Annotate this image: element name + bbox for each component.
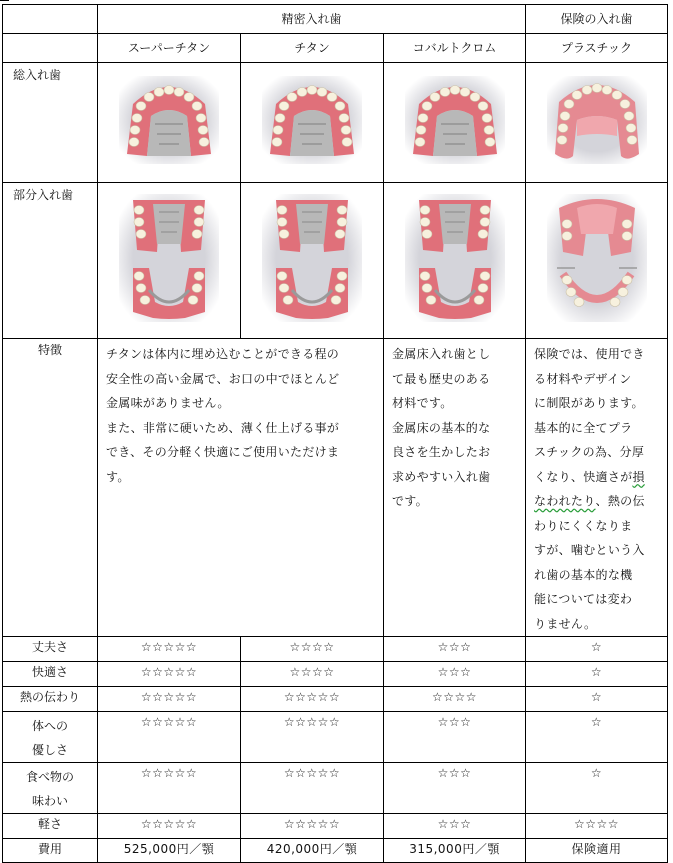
rating-stars: ☆ [526, 712, 668, 763]
rating-stars: ☆☆☆ [384, 814, 526, 839]
row-features [3, 339, 668, 637]
rating-stars: ☆ [526, 763, 668, 814]
full-denture-metal-image [405, 76, 505, 164]
rating-label: 体への 優しさ [3, 712, 98, 763]
type-cobalt-chrome: コバルトクロム [384, 34, 526, 63]
cost-value: 420,000円／顎 [241, 839, 384, 863]
rating-row [3, 662, 668, 687]
precision-denture-header: 精密入れ歯 [98, 5, 526, 34]
type-plastic: プラスチック [526, 34, 668, 63]
rating-stars: ☆☆☆☆☆ [98, 687, 241, 712]
top-margin-line [0, 0, 9, 1]
rating-stars: ☆☆☆☆☆ [98, 637, 241, 662]
rating-stars: ☆☆☆ [384, 712, 526, 763]
rating-stars: ☆☆☆☆☆ [98, 763, 241, 814]
row-label-full-denture: 総入れ歯 [3, 63, 98, 183]
rating-stars: ☆☆☆☆☆ [98, 814, 241, 839]
full-denture-plastic-image [547, 76, 647, 164]
rating-label: 食べ物の 味わい [3, 763, 98, 814]
rating-row [3, 687, 668, 712]
rating-stars: ☆☆☆☆☆ [241, 712, 384, 763]
rating-row [3, 814, 668, 839]
row-full-denture [3, 63, 668, 183]
cost-value: 315,000円／顎 [384, 839, 526, 863]
denture-comparison-table [2, 4, 668, 863]
type-super-titanium: スーパーチタン [98, 34, 241, 63]
rating-stars: ☆☆☆ [384, 662, 526, 687]
partial-denture-plastic-image [547, 194, 647, 322]
insurance-denture-header: 保険の入れ歯 [526, 5, 668, 34]
row-label-partial-denture: 部分入れ歯 [3, 183, 98, 339]
rating-row [3, 712, 668, 763]
rating-stars: ☆ [526, 662, 668, 687]
rating-stars: ☆ [526, 637, 668, 662]
rating-label: 軽さ [3, 814, 98, 839]
cost-label: 費用 [3, 839, 98, 863]
partial-denture-metal-image [405, 194, 505, 322]
rating-stars: ☆☆☆☆☆ [241, 687, 384, 712]
spellcheck-underline: 損 [632, 469, 645, 484]
cost-value: 保険適用 [526, 839, 668, 863]
rating-stars: ☆☆☆☆☆ [98, 712, 241, 763]
full-denture-metal-image [119, 76, 219, 164]
feature-plastic-text: 保険では、使用でき る材料やデザイン に制限があります。 基本的に全てプラ スチックの為、分厚 くなり、快適さが損 なわれたり、熱の伝 わりにくくなりま すが、噛むという入 れ歯の基本的な機 能については変わ りません。 [526, 339, 668, 637]
partial-denture-metal-image [262, 194, 362, 322]
rating-stars: ☆☆☆☆☆ [241, 763, 384, 814]
rating-stars: ☆☆☆☆☆ [241, 814, 384, 839]
row-partial-denture [3, 183, 668, 339]
rating-label: 快適さ [3, 662, 98, 687]
row-label-features: 特徴 [3, 339, 98, 637]
rating-stars: ☆☆☆☆☆ [98, 662, 241, 687]
corner-cell [3, 5, 98, 34]
rating-stars: ☆ [526, 687, 668, 712]
feature-cobalt-text: 金属床入れ歯とし て最も歴史のある 材料です。 金属床の基本的な 良さを生かしたお 求めやすい入れ歯 です。 [384, 339, 526, 637]
header-row-types [3, 34, 668, 63]
rating-label: 丈夫さ [3, 637, 98, 662]
feature-titanium-text: チタンは体内に埋め込むことができる程の 安全性の高い金属で、お口の中でほとんど 金属味がありません。 また、非常に硬いため、薄く仕上げる事が でき、その分軽く快適にご使用いただけま す。 [98, 339, 384, 637]
full-denture-metal-image [262, 76, 362, 164]
rating-stars: ☆☆☆☆ [241, 637, 384, 662]
rating-stars: ☆☆☆ [384, 763, 526, 814]
rating-row [3, 763, 668, 814]
cost-value: 525,000円／顎 [98, 839, 241, 863]
corner-cell [3, 34, 98, 63]
header-row-group [3, 5, 668, 34]
rating-stars: ☆☆☆ [384, 637, 526, 662]
type-titanium: チタン [241, 34, 384, 63]
spellcheck-underline: なわれたり [534, 494, 596, 508]
cost-row [3, 839, 668, 863]
rating-stars: ☆☆☆☆ [241, 662, 384, 687]
partial-denture-metal-image [119, 194, 219, 322]
rating-row [3, 637, 668, 662]
rating-label: 熱の伝わり [3, 687, 98, 712]
rating-stars: ☆☆☆☆ [384, 687, 526, 712]
rating-stars: ☆☆☆☆ [526, 814, 668, 839]
